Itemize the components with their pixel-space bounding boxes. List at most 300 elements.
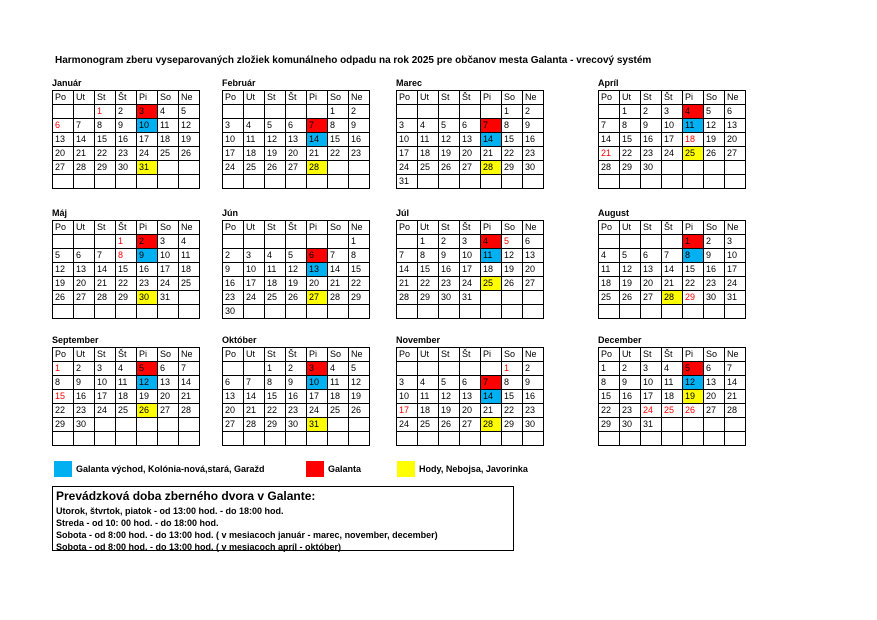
- day-cell: 29: [418, 291, 439, 305]
- empty-cell: [179, 418, 200, 432]
- day-cell: 9: [641, 119, 662, 133]
- empty-cell: [53, 235, 74, 249]
- day-cell: 5: [439, 376, 460, 390]
- day-cell: 11: [662, 376, 683, 390]
- day-cell: 19: [439, 147, 460, 161]
- day-cell: 9: [74, 376, 95, 390]
- week-row: [397, 376, 544, 390]
- empty-cell: [158, 432, 179, 446]
- day-cell: 19: [502, 263, 523, 277]
- weekday-header: So: [502, 348, 523, 362]
- week-row: [397, 161, 544, 175]
- week-row: [397, 147, 544, 161]
- day-cell: 7: [725, 362, 746, 376]
- weekday-header: Po: [599, 91, 620, 105]
- day-cell: 17: [307, 390, 328, 404]
- weekday-header: So: [158, 221, 179, 235]
- month-calendar: [598, 77, 746, 189]
- day-cell: 15: [599, 390, 620, 404]
- day-cell: 16: [523, 390, 544, 404]
- day-cell: 19: [620, 277, 641, 291]
- month-calendar: [222, 207, 370, 319]
- weekday-header: Ne: [349, 348, 370, 362]
- empty-cell: [662, 418, 683, 432]
- day-cell: 2: [286, 362, 307, 376]
- day-cell: 28: [397, 291, 418, 305]
- day-cell: 22: [502, 404, 523, 418]
- weekday-header: So: [502, 91, 523, 105]
- weekday-header: Ut: [74, 91, 95, 105]
- day-cell: 26: [286, 291, 307, 305]
- day-cell: 8: [53, 376, 74, 390]
- day-cell: 18: [683, 133, 704, 147]
- empty-cell: [179, 305, 200, 319]
- day-cell: 23: [641, 147, 662, 161]
- empty-cell: [95, 235, 116, 249]
- weekday-header: So: [158, 348, 179, 362]
- collection-yard-hours: [52, 486, 514, 551]
- day-cell: 14: [244, 390, 265, 404]
- day-cell: 25: [158, 147, 179, 161]
- day-cell: 5: [704, 105, 725, 119]
- weekday-header: Št: [460, 348, 481, 362]
- day-cell: 22: [116, 277, 137, 291]
- day-cell: 24: [95, 404, 116, 418]
- day-cell: 4: [244, 119, 265, 133]
- day-cell: 5: [683, 362, 704, 376]
- empty-cell: [418, 432, 439, 446]
- day-cell: 7: [481, 376, 502, 390]
- day-cell: 21: [599, 147, 620, 161]
- day-cell: 31: [460, 291, 481, 305]
- weekday-header: Po: [599, 221, 620, 235]
- month-name: September: [52, 335, 99, 345]
- day-cell: 14: [328, 263, 349, 277]
- day-cell: 4: [481, 235, 502, 249]
- empty-cell: [523, 305, 544, 319]
- day-cell: 23: [523, 147, 544, 161]
- week-row: [223, 390, 370, 404]
- day-cell: 25: [265, 291, 286, 305]
- day-cell: 19: [265, 147, 286, 161]
- empty-cell: [265, 305, 286, 319]
- empty-cell: [74, 432, 95, 446]
- day-cell: 25: [418, 418, 439, 432]
- day-cell: 1: [95, 105, 116, 119]
- day-cell: 22: [418, 277, 439, 291]
- day-cell: 21: [74, 147, 95, 161]
- week-row: [223, 376, 370, 390]
- day-cell: 18: [244, 147, 265, 161]
- empty-cell: [418, 105, 439, 119]
- day-cell: 3: [460, 235, 481, 249]
- day-cell: 19: [439, 404, 460, 418]
- week-row: [53, 362, 200, 376]
- day-cell: 7: [328, 249, 349, 263]
- weekday-header: Pi: [307, 348, 328, 362]
- empty-cell: [265, 235, 286, 249]
- day-cell: 23: [349, 147, 370, 161]
- day-cell: 21: [244, 404, 265, 418]
- day-cell: 16: [223, 277, 244, 291]
- week-row: [53, 147, 200, 161]
- day-cell: 29: [599, 418, 620, 432]
- weekday-header: Št: [116, 348, 137, 362]
- day-cell: 14: [397, 263, 418, 277]
- day-cell: 12: [265, 133, 286, 147]
- day-cell: 10: [223, 133, 244, 147]
- weekday-header: St: [641, 91, 662, 105]
- day-cell: 15: [620, 133, 641, 147]
- day-cell: 9: [137, 249, 158, 263]
- day-cell: 23: [523, 404, 544, 418]
- empty-cell: [481, 432, 502, 446]
- empty-cell: [439, 362, 460, 376]
- day-cell: 26: [439, 418, 460, 432]
- day-cell: 3: [223, 119, 244, 133]
- empty-cell: [439, 432, 460, 446]
- empty-cell: [418, 305, 439, 319]
- empty-cell: [704, 175, 725, 189]
- weekday-header: Pi: [137, 221, 158, 235]
- day-cell: 8: [620, 119, 641, 133]
- day-cell: 15: [683, 263, 704, 277]
- empty-cell: [397, 235, 418, 249]
- day-cell: 22: [328, 147, 349, 161]
- empty-cell: [704, 432, 725, 446]
- day-cell: 5: [439, 119, 460, 133]
- empty-cell: [349, 418, 370, 432]
- day-cell: 12: [704, 119, 725, 133]
- weekday-header: Ne: [179, 221, 200, 235]
- day-cell: 4: [179, 235, 200, 249]
- week-row: [223, 161, 370, 175]
- day-cell: 4: [599, 249, 620, 263]
- day-cell: 23: [439, 277, 460, 291]
- weekday-header: So: [704, 348, 725, 362]
- empty-cell: [397, 105, 418, 119]
- day-cell: 13: [725, 119, 746, 133]
- day-cell: 7: [74, 119, 95, 133]
- week-row: [599, 291, 746, 305]
- day-cell: 25: [683, 147, 704, 161]
- week-row: [53, 432, 200, 446]
- weekday-header: Št: [286, 221, 307, 235]
- day-cell: 20: [53, 147, 74, 161]
- day-cell: 11: [683, 119, 704, 133]
- day-cell: 12: [349, 376, 370, 390]
- day-cell: 13: [158, 376, 179, 390]
- weekday-header-row: [223, 91, 370, 105]
- week-row: [223, 404, 370, 418]
- day-cell: 24: [641, 404, 662, 418]
- day-cell: 16: [349, 133, 370, 147]
- day-cell: 5: [620, 249, 641, 263]
- day-cell: 20: [523, 263, 544, 277]
- empty-cell: [599, 105, 620, 119]
- day-cell: 13: [460, 390, 481, 404]
- day-cell: 19: [179, 133, 200, 147]
- week-row: [53, 119, 200, 133]
- weekday-header: St: [265, 221, 286, 235]
- day-cell: 13: [641, 263, 662, 277]
- day-cell: 9: [439, 249, 460, 263]
- day-cell: 17: [662, 133, 683, 147]
- day-cell: 27: [523, 277, 544, 291]
- weekday-header-row: [223, 348, 370, 362]
- weekday-header: Po: [397, 348, 418, 362]
- week-row: [223, 235, 370, 249]
- day-cell: 29: [620, 161, 641, 175]
- day-cell: 15: [53, 390, 74, 404]
- weekday-header: Ne: [523, 348, 544, 362]
- weekday-header: Pi: [683, 91, 704, 105]
- week-row: [53, 305, 200, 319]
- day-cell: 11: [599, 263, 620, 277]
- weekday-header: Pi: [683, 348, 704, 362]
- day-cell: 9: [704, 249, 725, 263]
- day-cell: 14: [599, 133, 620, 147]
- week-row: [53, 404, 200, 418]
- day-cell: 17: [137, 133, 158, 147]
- weekday-header: Št: [662, 221, 683, 235]
- month-name: August: [598, 208, 629, 218]
- empty-cell: [502, 175, 523, 189]
- week-row: [223, 418, 370, 432]
- day-cell: 23: [116, 147, 137, 161]
- day-cell: 8: [418, 249, 439, 263]
- day-cell: 7: [244, 376, 265, 390]
- day-cell: 26: [620, 291, 641, 305]
- week-row: [53, 175, 200, 189]
- hours-title: Prevádzková doba zberného dvora v Galante:: [56, 489, 316, 503]
- day-cell: 2: [704, 235, 725, 249]
- day-cell: 2: [523, 362, 544, 376]
- day-cell: 16: [116, 133, 137, 147]
- blue-swatch: [54, 461, 72, 477]
- week-row: [599, 418, 746, 432]
- week-row: [599, 263, 746, 277]
- day-cell: 18: [599, 277, 620, 291]
- month-calendar: [222, 334, 370, 446]
- day-cell: 27: [53, 161, 74, 175]
- day-cell: 30: [523, 418, 544, 432]
- day-cell: 22: [349, 277, 370, 291]
- day-cell: 23: [286, 404, 307, 418]
- empty-cell: [620, 175, 641, 189]
- day-cell: 18: [418, 404, 439, 418]
- week-row: [397, 263, 544, 277]
- day-cell: 3: [137, 105, 158, 119]
- empty-cell: [725, 175, 746, 189]
- day-cell: 6: [53, 119, 74, 133]
- empty-cell: [179, 291, 200, 305]
- week-row: [53, 235, 200, 249]
- day-cell: 13: [286, 133, 307, 147]
- day-cell: 9: [349, 119, 370, 133]
- empty-cell: [662, 432, 683, 446]
- day-cell: 15: [502, 390, 523, 404]
- day-cell: 24: [460, 277, 481, 291]
- week-row: [599, 362, 746, 376]
- day-cell: 6: [704, 362, 725, 376]
- empty-cell: [223, 362, 244, 376]
- day-cell: 30: [641, 161, 662, 175]
- weekday-header: So: [704, 91, 725, 105]
- day-cell: 26: [265, 161, 286, 175]
- day-cell: 30: [74, 418, 95, 432]
- empty-cell: [74, 305, 95, 319]
- day-cell: 3: [662, 105, 683, 119]
- week-row: [223, 263, 370, 277]
- week-row: [53, 390, 200, 404]
- empty-cell: [460, 105, 481, 119]
- empty-cell: [286, 175, 307, 189]
- day-cell: 5: [265, 119, 286, 133]
- weekday-header: St: [265, 348, 286, 362]
- legend-yellow: [397, 461, 528, 477]
- month-calendar: [598, 207, 746, 319]
- day-cell: 20: [641, 277, 662, 291]
- month-name: Október: [222, 335, 257, 345]
- hours-line: Streda - od 10: 00 hod. - do 18:00 hod.: [56, 518, 219, 528]
- empty-cell: [116, 305, 137, 319]
- empty-cell: [349, 432, 370, 446]
- day-cell: 28: [328, 291, 349, 305]
- day-cell: 8: [95, 119, 116, 133]
- empty-cell: [641, 235, 662, 249]
- day-cell: 2: [620, 362, 641, 376]
- empty-cell: [95, 432, 116, 446]
- weekday-header-row: [53, 348, 200, 362]
- day-cell: 4: [265, 249, 286, 263]
- day-cell: 23: [223, 291, 244, 305]
- day-cell: 31: [397, 175, 418, 189]
- weekday-header: So: [328, 221, 349, 235]
- day-cell: 15: [328, 133, 349, 147]
- weekday-header: Ut: [74, 348, 95, 362]
- day-cell: 10: [307, 376, 328, 390]
- month-calendar: [52, 334, 200, 446]
- empty-cell: [349, 161, 370, 175]
- empty-cell: [683, 175, 704, 189]
- hours-line: Sobota - od 8:00 hod. - do 13:00 hod. ( v mesiacoch január - marec, november, december): [56, 530, 438, 540]
- day-cell: 2: [349, 105, 370, 119]
- day-cell: 26: [179, 147, 200, 161]
- weekday-header: So: [328, 91, 349, 105]
- week-row: [599, 119, 746, 133]
- empty-cell: [662, 175, 683, 189]
- day-cell: 6: [523, 235, 544, 249]
- day-cell: 21: [481, 404, 502, 418]
- day-cell: 24: [307, 404, 328, 418]
- empty-cell: [74, 235, 95, 249]
- empty-cell: [328, 305, 349, 319]
- day-cell: 12: [439, 133, 460, 147]
- weekday-header: So: [704, 221, 725, 235]
- day-cell: 21: [725, 390, 746, 404]
- day-cell: 15: [502, 133, 523, 147]
- day-cell: 26: [439, 161, 460, 175]
- empty-cell: [74, 175, 95, 189]
- day-cell: 23: [137, 277, 158, 291]
- legend-blue-label: Galanta východ, Kolónia-nová,stará, Garažd: [76, 464, 265, 474]
- day-cell: 27: [460, 418, 481, 432]
- day-cell: 13: [74, 263, 95, 277]
- empty-cell: [439, 105, 460, 119]
- day-cell: 29: [95, 161, 116, 175]
- day-cell: 4: [328, 362, 349, 376]
- empty-cell: [481, 291, 502, 305]
- day-cell: 10: [137, 119, 158, 133]
- week-row: [53, 376, 200, 390]
- empty-cell: [683, 161, 704, 175]
- day-cell: 2: [74, 362, 95, 376]
- week-row: [53, 249, 200, 263]
- day-cell: 1: [53, 362, 74, 376]
- weekday-header: Ne: [349, 221, 370, 235]
- empty-cell: [502, 291, 523, 305]
- empty-cell: [244, 362, 265, 376]
- empty-cell: [179, 432, 200, 446]
- day-cell: 3: [641, 362, 662, 376]
- week-row: [223, 277, 370, 291]
- day-cell: 9: [523, 376, 544, 390]
- weekday-header: St: [439, 221, 460, 235]
- weekday-header: Št: [460, 91, 481, 105]
- day-cell: 26: [704, 147, 725, 161]
- legend-red: [306, 461, 361, 477]
- day-cell: 10: [641, 376, 662, 390]
- day-cell: 24: [725, 277, 746, 291]
- weekday-header: St: [95, 221, 116, 235]
- day-cell: 14: [95, 263, 116, 277]
- weekday-header-row: [53, 91, 200, 105]
- weekday-header-row: [397, 221, 544, 235]
- day-cell: 30: [523, 161, 544, 175]
- day-cell: 21: [307, 147, 328, 161]
- month-name: Júl: [396, 208, 410, 218]
- empty-cell: [328, 175, 349, 189]
- week-row: [53, 161, 200, 175]
- empty-cell: [137, 418, 158, 432]
- weekday-header: Ut: [418, 91, 439, 105]
- day-cell: 10: [397, 133, 418, 147]
- day-cell: 1: [265, 362, 286, 376]
- day-cell: 6: [641, 249, 662, 263]
- day-cell: 2: [223, 249, 244, 263]
- day-cell: 7: [95, 249, 116, 263]
- day-cell: 3: [307, 362, 328, 376]
- day-cell: 29: [116, 291, 137, 305]
- empty-cell: [328, 235, 349, 249]
- day-cell: 30: [137, 291, 158, 305]
- weekday-header: Po: [397, 91, 418, 105]
- month-table: [222, 90, 370, 189]
- empty-cell: [620, 305, 641, 319]
- empty-cell: [349, 175, 370, 189]
- week-row: [53, 418, 200, 432]
- weekday-header: Ne: [523, 91, 544, 105]
- month-table: [222, 220, 370, 319]
- day-cell: 25: [179, 277, 200, 291]
- empty-cell: [683, 432, 704, 446]
- day-cell: 17: [397, 147, 418, 161]
- week-row: [397, 105, 544, 119]
- day-cell: 28: [179, 404, 200, 418]
- day-cell: 25: [662, 404, 683, 418]
- empty-cell: [662, 235, 683, 249]
